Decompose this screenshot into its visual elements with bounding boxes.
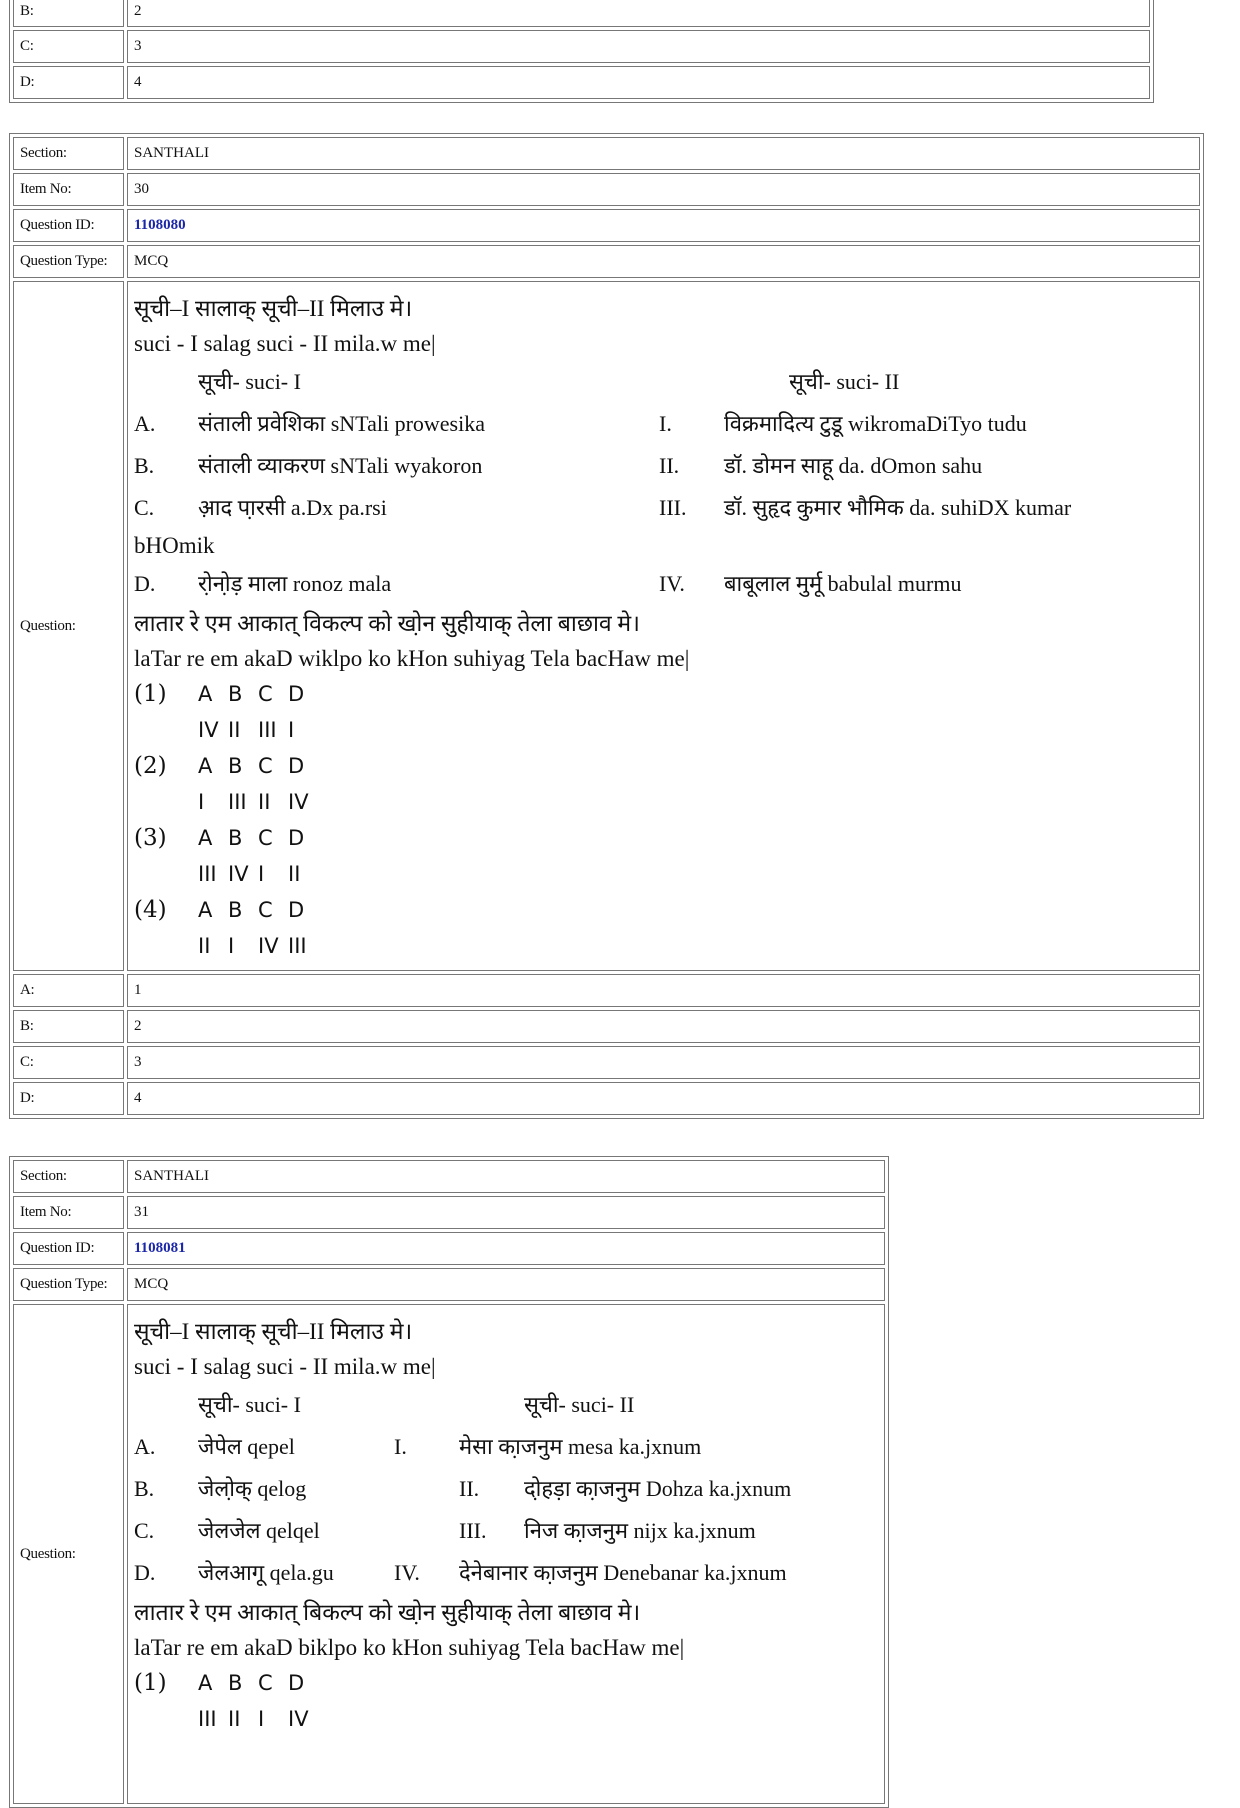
question-label: Question: bbox=[13, 281, 124, 971]
answer-label: B: bbox=[13, 0, 124, 27]
instruction-roman: laTar re em akaD biklpo ko kHon suhiyag Tela bacHaw me| bbox=[134, 1635, 685, 1660]
option-list bbox=[134, 676, 1193, 964]
match-text: IV. bbox=[659, 571, 685, 596]
section-value: SANTHALI bbox=[127, 137, 1200, 170]
match-text: दो़हड़ा का़जनुम Dohza ka.jxnum bbox=[524, 1476, 792, 1501]
question-id-label: Question ID: bbox=[13, 1232, 124, 1265]
question-body bbox=[127, 1304, 885, 1804]
answer-value: 2 bbox=[127, 0, 1150, 27]
question-line-devanagari: सूची–I सालाक्‌ सूची–II मिलाउ मे। bbox=[134, 296, 413, 321]
option-mapping-value: IV bbox=[228, 862, 249, 886]
answer-value: 3 bbox=[127, 30, 1150, 63]
match-text: A. bbox=[134, 1434, 156, 1459]
match-text: जेलजेल qelqel bbox=[198, 1518, 320, 1543]
answer-value: 4 bbox=[127, 66, 1150, 99]
option-column-letter: A bbox=[198, 1671, 213, 1695]
option-row bbox=[134, 892, 1193, 928]
match-text: रो़नो़ड़ माला ronoz mala bbox=[198, 571, 392, 596]
option-column-letter: C bbox=[258, 898, 273, 922]
section-label: Section: bbox=[13, 1160, 124, 1193]
question-table-prev bbox=[9, 0, 1154, 103]
match-row bbox=[134, 1468, 878, 1510]
option-mapping-value: IV bbox=[288, 790, 309, 814]
option-mapping-value: II bbox=[228, 1707, 241, 1731]
match-row bbox=[134, 445, 1193, 487]
option-mapping-value: III bbox=[288, 934, 307, 958]
list-headers bbox=[134, 1384, 878, 1426]
option-number: (3) bbox=[134, 825, 167, 851]
option-mapping bbox=[134, 712, 1193, 748]
match-text: III. bbox=[459, 1518, 487, 1543]
option-column-letter: C bbox=[258, 826, 273, 850]
match-text: I. bbox=[659, 411, 672, 436]
instruction-roman: laTar re em akaD wiklpo ko kHon suhiyag Tela bacHaw me| bbox=[134, 646, 690, 671]
option-list bbox=[134, 1665, 878, 1737]
option-column-letter: A bbox=[198, 682, 213, 706]
instruction-devanagari: लातार रे एम आकात् विकल्प को खो़न सुहीयाक् तेला बाछाव मे। bbox=[134, 611, 640, 636]
option-column-letter: B bbox=[228, 1671, 243, 1695]
match-text: I. bbox=[394, 1434, 407, 1459]
match-text: IV. bbox=[394, 1560, 420, 1585]
list-header-right: सूची- suci- II bbox=[789, 369, 900, 394]
match-text: II. bbox=[459, 1476, 480, 1501]
answer-label: A: bbox=[13, 974, 124, 1007]
option-mapping-value: I bbox=[258, 1707, 265, 1731]
option-column-letter: D bbox=[288, 898, 305, 922]
option-mapping-value: II bbox=[198, 934, 211, 958]
option-column-letter: A bbox=[198, 826, 213, 850]
option-mapping-value: I bbox=[288, 718, 295, 742]
option-mapping bbox=[134, 784, 1193, 820]
list-header-left: सूची- suci- I bbox=[198, 1392, 301, 1417]
match-text: C. bbox=[134, 495, 155, 520]
option-mapping-value: III bbox=[228, 790, 247, 814]
option-mapping-value: III bbox=[258, 718, 277, 742]
answer-value: 3 bbox=[127, 1046, 1200, 1079]
match-row bbox=[134, 1510, 878, 1552]
answer-value: 1 bbox=[127, 974, 1200, 1007]
question-id-value: 1108081 bbox=[127, 1232, 885, 1265]
match-text: बाबूलाल मुर्मू babulal murmu bbox=[724, 571, 962, 596]
answer-label: C: bbox=[13, 1046, 124, 1079]
match-text: संताली व्याकरण sNTali wyakoron bbox=[198, 453, 483, 478]
option-column-letter: B bbox=[228, 898, 243, 922]
answer-label: D: bbox=[13, 1082, 124, 1115]
option-row bbox=[134, 1665, 878, 1701]
match-text: D. bbox=[134, 571, 156, 596]
option-mapping-value: III bbox=[198, 862, 217, 886]
option-mapping bbox=[134, 1701, 878, 1737]
answer-label: B: bbox=[13, 1010, 124, 1043]
section-label: Section: bbox=[13, 137, 124, 170]
match-row bbox=[134, 403, 1193, 445]
question-type-label: Question Type: bbox=[13, 1268, 124, 1301]
match-text: डॉ. सुहृद कुमार भौमिक da. suhiDX kumar bbox=[724, 495, 1072, 520]
option-row bbox=[134, 748, 1193, 784]
question-body bbox=[127, 281, 1200, 971]
option-column-letter: D bbox=[288, 682, 305, 706]
option-column-letter: C bbox=[258, 754, 273, 778]
match-text: संताली प्रवेशिका sNTali prowesika bbox=[198, 411, 485, 436]
match-row bbox=[134, 487, 1193, 529]
option-mapping-value: I bbox=[198, 790, 205, 814]
option-mapping-value: IV bbox=[198, 718, 219, 742]
question-id-label: Question ID: bbox=[13, 209, 124, 242]
match-text: B. bbox=[134, 453, 155, 478]
match-text: जेपेल qepel bbox=[198, 1434, 295, 1459]
option-mapping-value: II bbox=[288, 862, 301, 886]
question-id-value: 1108080 bbox=[127, 209, 1200, 242]
option-mapping-value: I bbox=[258, 862, 265, 886]
option-number: (1) bbox=[134, 1670, 167, 1696]
question-line-devanagari: सूची–I सालाक्‌ सूची–II मिलाउ मे। bbox=[134, 1319, 413, 1344]
match-row bbox=[134, 563, 1193, 605]
option-column-letter: D bbox=[288, 754, 305, 778]
match-text: II. bbox=[659, 453, 680, 478]
match-row bbox=[134, 1552, 878, 1594]
option-mapping-value: II bbox=[228, 718, 241, 742]
match-text: जेलो़क् qelog bbox=[198, 1476, 307, 1501]
option-mapping-value: I bbox=[228, 934, 235, 958]
section-value: SANTHALI bbox=[127, 1160, 885, 1193]
answer-value: 2 bbox=[127, 1010, 1200, 1043]
question-line-roman: suci - I salag suci - II mila.w me| bbox=[134, 331, 436, 356]
option-number: (4) bbox=[134, 897, 167, 923]
option-column-letter: D bbox=[288, 1671, 305, 1695]
list-header-right: सूची- suci- II bbox=[524, 1392, 635, 1417]
question-label: Question: bbox=[13, 1304, 124, 1804]
match-text: B. bbox=[134, 1476, 155, 1501]
match-text: विक्रमादित्य टुडू wikromaDiTyo tudu bbox=[724, 411, 1027, 436]
option-column-letter: B bbox=[228, 682, 243, 706]
match-text: C. bbox=[134, 1518, 155, 1543]
list-headers bbox=[134, 361, 1193, 403]
option-mapping bbox=[134, 928, 1193, 964]
option-column-letter: A bbox=[198, 754, 213, 778]
option-column-letter: D bbox=[288, 826, 305, 850]
option-number: (2) bbox=[134, 753, 167, 779]
match-text: निज का़जनुम nijx ka.jxnum bbox=[524, 1518, 756, 1543]
item-no-label: Item No: bbox=[13, 1196, 124, 1229]
item-no-label: Item No: bbox=[13, 173, 124, 206]
option-mapping-value: IV bbox=[288, 1707, 309, 1731]
match-wrap: bHOmik bbox=[134, 533, 215, 558]
option-column-letter: C bbox=[258, 1671, 273, 1695]
match-text: D. bbox=[134, 1560, 156, 1585]
answer-value: 4 bbox=[127, 1082, 1200, 1115]
option-mapping-value: III bbox=[198, 1707, 217, 1731]
option-number: (1) bbox=[134, 681, 167, 707]
question-type-label: Question Type: bbox=[13, 245, 124, 278]
instruction-devanagari: लातार रे एम आकात् बिकल्प को खो़न सुहीयाक् तेला बाछाव मे। bbox=[134, 1600, 641, 1625]
option-column-letter: B bbox=[228, 754, 243, 778]
answer-label: C: bbox=[13, 30, 124, 63]
match-text: देनेबानार का़जनुम Denebanar ka.jxnum bbox=[459, 1560, 787, 1585]
option-mapping bbox=[134, 856, 1193, 892]
option-row bbox=[134, 820, 1193, 856]
item-no-value: 30 bbox=[127, 173, 1200, 206]
match-text: आ़द पा़रसी a.Dx pa.rsi bbox=[198, 495, 387, 520]
question-table-31 bbox=[9, 1156, 889, 1808]
question-line-roman: suci - I salag suci - II mila.w me| bbox=[134, 1354, 436, 1379]
option-column-letter: C bbox=[258, 682, 273, 706]
question-table-30 bbox=[9, 133, 1204, 1119]
list-header-left: सूची- suci- I bbox=[198, 369, 301, 394]
question-type-value: MCQ bbox=[127, 245, 1200, 278]
option-row bbox=[134, 676, 1193, 712]
option-column-letter: A bbox=[198, 898, 213, 922]
option-mapping-value: IV bbox=[258, 934, 279, 958]
match-text: A. bbox=[134, 411, 156, 436]
option-mapping-value: II bbox=[258, 790, 271, 814]
item-no-value: 31 bbox=[127, 1196, 885, 1229]
question-type-value: MCQ bbox=[127, 1268, 885, 1301]
match-text: मेसा का़जनुम mesa ka.jxnum bbox=[459, 1434, 702, 1459]
option-column-letter: B bbox=[228, 826, 243, 850]
match-text: जेलआगू qela.gu bbox=[198, 1560, 334, 1585]
match-row bbox=[134, 1426, 878, 1468]
answer-label: D: bbox=[13, 66, 124, 99]
match-text: डॉ. डोमन साहू da. dOmon sahu bbox=[724, 453, 983, 478]
match-text: III. bbox=[659, 495, 687, 520]
